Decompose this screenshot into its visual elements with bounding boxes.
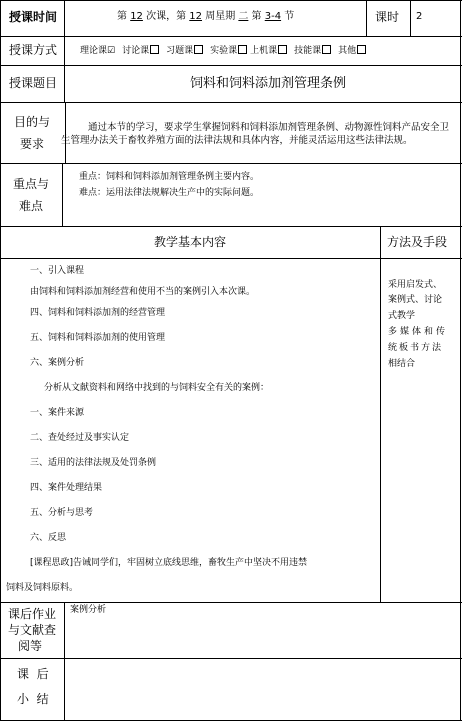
checkbox-icon xyxy=(357,45,366,54)
periods: 3-4 xyxy=(264,11,282,22)
methods-line: 相结合 xyxy=(388,359,416,369)
content-line: 四、饲料和饲料添加剂的经营管理 xyxy=(30,308,166,318)
goals-text: 通过本节的学习，要求学生掌握饲料和饲料添加剂管理条例、动物源性饲料产品安全卫生管理办法关于畜牧养殖方面的法律法规和具体内容，并能灵活运用这些法律法规。 xyxy=(61,122,450,146)
methods-header: 方法及手段 xyxy=(387,235,448,249)
difficulty-point: 难点：运用法律法规解决生产中的实际问题。 xyxy=(79,188,260,198)
table-border-top xyxy=(0,0,462,1)
method-options xyxy=(80,46,366,56)
label-key-points: 重点与 难点 xyxy=(12,177,49,213)
content-line: 六、案例分析 xyxy=(30,358,85,368)
topic-title: 饲料和饲料添加剂管理条例 xyxy=(190,76,347,91)
col-divider xyxy=(410,0,411,36)
content-line: 六、反思 xyxy=(30,533,67,543)
content-line: 分析从文献资料和网络中找到的与饲料安全有关的案例： xyxy=(44,383,270,393)
row-divider xyxy=(0,36,462,37)
table-border-left xyxy=(0,0,1,721)
methods-line: 采用启发式、 xyxy=(388,280,443,290)
label-topic: 授课题目 xyxy=(9,76,58,90)
content-line: 三、适用的法律法规及处罚条例 xyxy=(30,458,157,468)
key-point: 重点：饲料和饲料添加剂管理条例主要内容。 xyxy=(79,172,260,182)
method-computer[interactable]: 上机课 xyxy=(250,46,287,56)
row-divider xyxy=(0,102,462,103)
content-line: 一、引入课程 xyxy=(30,266,85,276)
row-divider xyxy=(0,226,462,227)
col-divider xyxy=(64,0,65,102)
label-method: 授课方式 xyxy=(9,43,58,57)
method-other[interactable]: 其他 xyxy=(338,46,366,56)
content-line: [课程思政]告诫同学们，牢固树立底线思维，畜牧生产中坚决不用违禁 xyxy=(30,558,308,568)
label-goals: 目的与 要求 xyxy=(13,115,50,151)
session-number: 12 xyxy=(130,11,143,22)
checkbox-icon xyxy=(322,45,331,54)
label-summary: 课 后 xyxy=(17,667,49,681)
label-summary: 小 结 xyxy=(17,692,49,706)
method-lab[interactable]: 实验课 xyxy=(210,46,247,56)
row-divider xyxy=(0,602,462,603)
checkbox-icon xyxy=(194,45,203,54)
col-divider xyxy=(64,602,65,720)
label-homework: 课后作业 xyxy=(8,607,57,621)
table-border-bottom xyxy=(0,720,462,721)
method-theory[interactable]: 理论课☑ xyxy=(80,46,116,56)
content-line: 二、查处经过及事实认定 xyxy=(30,433,130,443)
content-line: 四、案件处理结果 xyxy=(30,483,103,493)
col-divider xyxy=(62,163,63,226)
method-discussion[interactable]: 讨论课 xyxy=(122,46,159,56)
row-divider xyxy=(0,658,462,659)
label-hours: 课时 xyxy=(375,10,400,24)
checkbox-icon xyxy=(278,45,287,54)
week-number: 12 xyxy=(189,11,203,22)
label-homework: 与文献查 xyxy=(8,623,57,637)
methods-line: 案例式、讨论 xyxy=(388,295,443,305)
row-divider xyxy=(0,163,462,164)
methods-line: 式教学 xyxy=(388,311,416,321)
row-divider xyxy=(0,65,462,66)
checkbox-icon xyxy=(238,45,247,54)
content-line: 五、分析与思考 xyxy=(30,508,94,518)
session-info: 第 12 次课，第 12 周星期 二 第 3-4 节 xyxy=(117,11,295,22)
methods-line: 统板书方法 xyxy=(388,343,444,353)
weekday: 二 xyxy=(238,11,249,22)
col-divider xyxy=(366,0,367,36)
checkbox-icon xyxy=(150,45,159,54)
homework-text: 案例分析 xyxy=(70,605,107,615)
label-homework: 阅等 xyxy=(18,639,43,653)
method-skill[interactable]: 技能课 xyxy=(294,46,331,56)
row-divider xyxy=(0,258,462,259)
methods-line: 多媒体和传 xyxy=(388,327,449,337)
label-time: 授课时间 xyxy=(9,10,58,24)
content-line: 饲料及饲料原料。 xyxy=(6,583,79,593)
content-line: 由饲料和饲料添加剂经营和使用不当的案例引入本次课。 xyxy=(30,287,256,297)
table-border-right xyxy=(460,0,461,721)
hours-value: 2 xyxy=(416,11,423,22)
content-line: 五、饲料和饲料添加剂的使用管理 xyxy=(30,333,166,343)
col-divider xyxy=(380,226,381,602)
method-exercise[interactable]: 习题课 xyxy=(166,46,203,56)
content-header: 教学基本内容 xyxy=(154,235,227,249)
content-line: 一、案件来源 xyxy=(30,408,85,418)
